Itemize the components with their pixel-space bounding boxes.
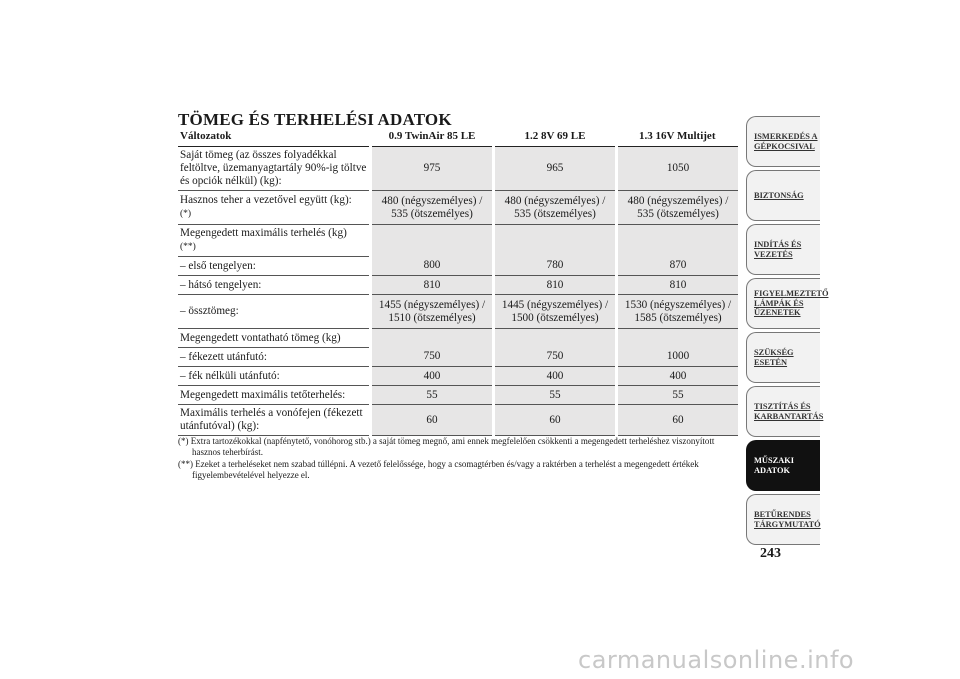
cell-empty	[494, 225, 617, 257]
page-number: 243	[760, 546, 781, 561]
chapter-tabs	[746, 116, 829, 548]
row-label: Megengedett vontatható tömeg (kg)	[178, 329, 371, 348]
cell-value: 800	[371, 257, 494, 276]
cell-value: 1050	[617, 147, 739, 191]
cell-value: 810	[371, 276, 494, 295]
cell-empty	[494, 329, 617, 348]
tab-szukseg[interactable]: SZÜKSÉG ESETÉN	[746, 332, 820, 383]
cell-value: 480 (négyszemélyes) / 535 (ötszemélyes)	[371, 191, 494, 225]
row-label: – első tengelyen:	[178, 257, 371, 276]
cell-value: 400	[494, 367, 617, 386]
cell-value: 810	[494, 276, 617, 295]
table-row	[178, 329, 738, 348]
row-label: Hasznos teher a vezetővel együtt (kg): (*)	[178, 191, 371, 225]
tab-tisztitas[interactable]: TISZTÍTÁS ÉS KARBANTARTÁS	[746, 386, 820, 437]
cell-empty	[371, 225, 494, 257]
cell-value: 55	[494, 386, 617, 405]
cell-empty	[371, 329, 494, 348]
page-title: TÖMEG ÉS TERHELÉSI ADATOK	[178, 110, 452, 129]
row-label: Maximális terhelés a vonófejen (fékezett utánfutóval) (kg):	[178, 405, 371, 436]
row-label: Megengedett maximális tetőterhelés:	[178, 386, 371, 405]
cell-value: 480 (négyszemélyes) / 535 (ötszemélyes)	[494, 191, 617, 225]
table-row	[178, 405, 738, 436]
tab-inditas[interactable]: INDÍTÁS ÉS VEZETÉS	[746, 224, 820, 275]
cell-value: 400	[371, 367, 494, 386]
footnotes	[178, 436, 740, 482]
table-row	[178, 276, 738, 295]
table-row	[178, 147, 738, 191]
table-header-row	[178, 128, 738, 147]
cell-value: 780	[494, 257, 617, 276]
row-label: – össztömeg:	[178, 295, 371, 329]
tab-targymutato[interactable]: BETŰRENDES TÁRGYMUTATÓ	[746, 494, 820, 545]
row-label: – hátsó tengelyen:	[178, 276, 371, 295]
tab-ismerkedes[interactable]: ISMERKEDÉS A GÉPKOCSIVAL	[746, 116, 820, 167]
header-8v: 1.2 8V 69 LE	[494, 128, 617, 147]
tab-biztonsag[interactable]: BIZTONSÁG	[746, 170, 820, 221]
cell-value: 1000	[617, 348, 739, 367]
weight-table	[178, 128, 738, 436]
cell-value: 400	[617, 367, 739, 386]
cell-value: 55	[617, 386, 739, 405]
row-label: Megengedett maximális terhelés (kg) (**)	[178, 225, 371, 257]
table-row	[178, 348, 738, 367]
cell-value: 55	[371, 386, 494, 405]
cell-value: 60	[494, 405, 617, 436]
cell-value: 60	[371, 405, 494, 436]
header-versions: Változatok	[178, 128, 371, 147]
cell-value: 975	[371, 147, 494, 191]
cell-value: 60	[617, 405, 739, 436]
footnote: (**) Ezeket a terheléseket nem szabad túllépni. A vezető felelőssége, hogy a csomagtérben és/vagy a raktérben a terhelést a megengedett értékek figyelembevételével helyezze el.	[178, 459, 699, 480]
table-row	[178, 295, 738, 329]
tab-muszaki-adatok[interactable]: MŰSZAKI ADATOK	[746, 440, 820, 491]
cell-value: 1530 (négyszemélyes) / 1585 (ötszemélyes)	[617, 295, 739, 329]
cell-empty	[617, 329, 739, 348]
table-row	[178, 386, 738, 405]
header-twinair: 0.9 TwinAir 85 LE	[371, 128, 494, 147]
table-row	[178, 367, 738, 386]
watermark: carmanualsonline.info	[578, 646, 855, 674]
row-label: – fékezett utánfutó:	[178, 348, 371, 367]
tab-figyelmezteto[interactable]: FIGYELMEZTETŐ LÁMPÁK ÉS ÜZENETEK	[746, 278, 820, 329]
cell-value: 810	[617, 276, 739, 295]
cell-empty	[617, 225, 739, 257]
cell-value: 750	[494, 348, 617, 367]
table-row	[178, 225, 738, 257]
table-row	[178, 191, 738, 225]
cell-value: 965	[494, 147, 617, 191]
row-label: Saját tömeg (az összes folyadékkal feltöltve, üzemanyagtartály 90%-ig töltve és opciók nélkül) (kg):	[178, 147, 371, 191]
cell-value: 750	[371, 348, 494, 367]
cell-value: 870	[617, 257, 739, 276]
header-multijet: 1.3 16V Multijet	[617, 128, 739, 147]
cell-value: 480 (négyszemélyes) / 535 (ötszemélyes)	[617, 191, 739, 225]
table-row	[178, 257, 738, 276]
footnote: (*) Extra tartozékokkal (napfénytető, vonóhorog stb.) a saját tömeg megnő, ami ennek megfelelően csökkenti a megengedett terheléshez viszonyított hasznos teherbírást.	[178, 436, 715, 457]
row-label: – fék nélküli utánfutó:	[178, 367, 371, 386]
cell-value: 1455 (négyszemélyes) / 1510 (ötszemélyes)	[371, 295, 494, 329]
cell-value: 1445 (négyszemélyes) / 1500 (ötszemélyes)	[494, 295, 617, 329]
